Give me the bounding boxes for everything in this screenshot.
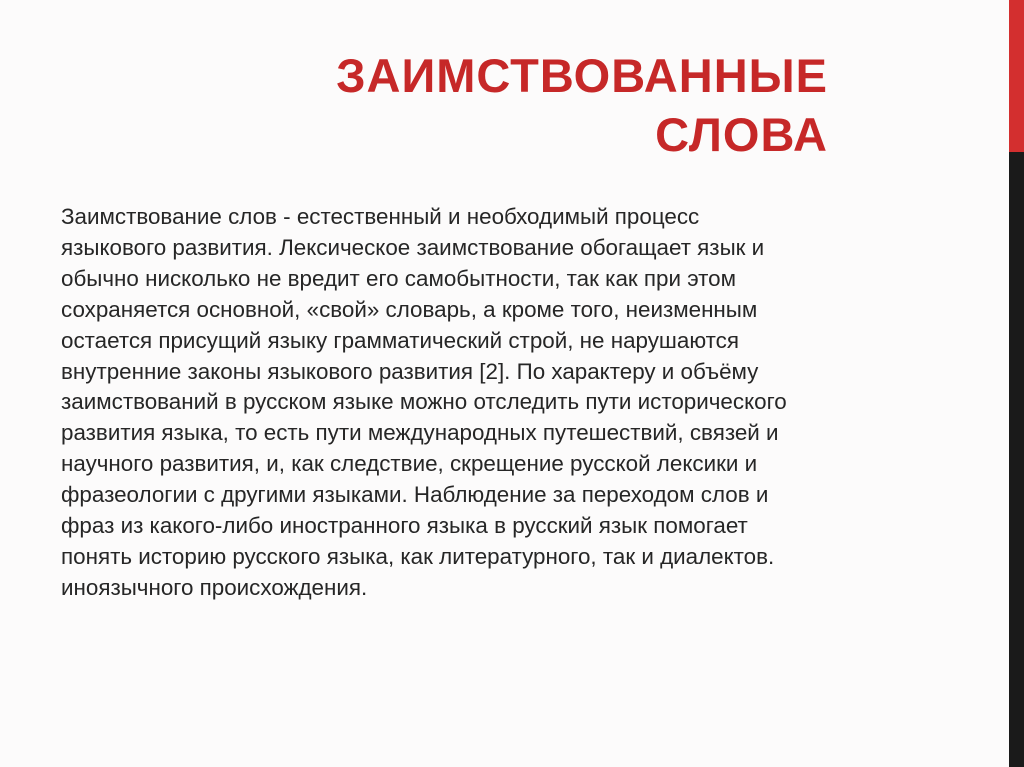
body-text: [61, 202, 996, 604]
title-line-1: ЗАИМСТВОВАННЫЕ: [336, 49, 828, 102]
body-line: Заимствование слов - естественный и необходимый процесс: [61, 204, 700, 229]
body-line: языкового развития. Лексическое заимствование обогащает язык и: [61, 234, 765, 260]
right-accent-bar: [1009, 0, 1024, 767]
body-line: фразеологии с другими языками. Наблюдение за переходом слов и: [61, 482, 769, 508]
body-line: фраз из какого-либо иностранного языка в русский язык помогает: [61, 513, 748, 539]
body-line: иноязычного происхождения.: [61, 574, 368, 600]
body-line: понять историю русского языка, как литературного, так и диалектов.: [61, 543, 775, 569]
body-line: заимствований в русском языке можно отследить пути исторического: [61, 389, 787, 415]
body-line: обычно нисколько не вредит его самобытности, так как при этом: [61, 265, 736, 291]
body-line: внутренние законы языкового развития [2]. По характеру и объёму: [61, 358, 759, 384]
accent-bar-red: [1009, 0, 1024, 152]
slide-title: [188, 46, 828, 164]
title-line-2: СЛОВА: [655, 108, 828, 161]
body-line: развития языка, то есть пути международных путешествий, связей и: [61, 420, 779, 446]
body-line: научного развития, и, как следствие, скрещение русской лексики и: [61, 451, 758, 477]
body-line: остается присущий языку грамматический строй, не нарушаются: [61, 327, 739, 353]
body-line: сохраняется основной, «свой» словарь, а кроме того, неизменным: [61, 296, 758, 322]
